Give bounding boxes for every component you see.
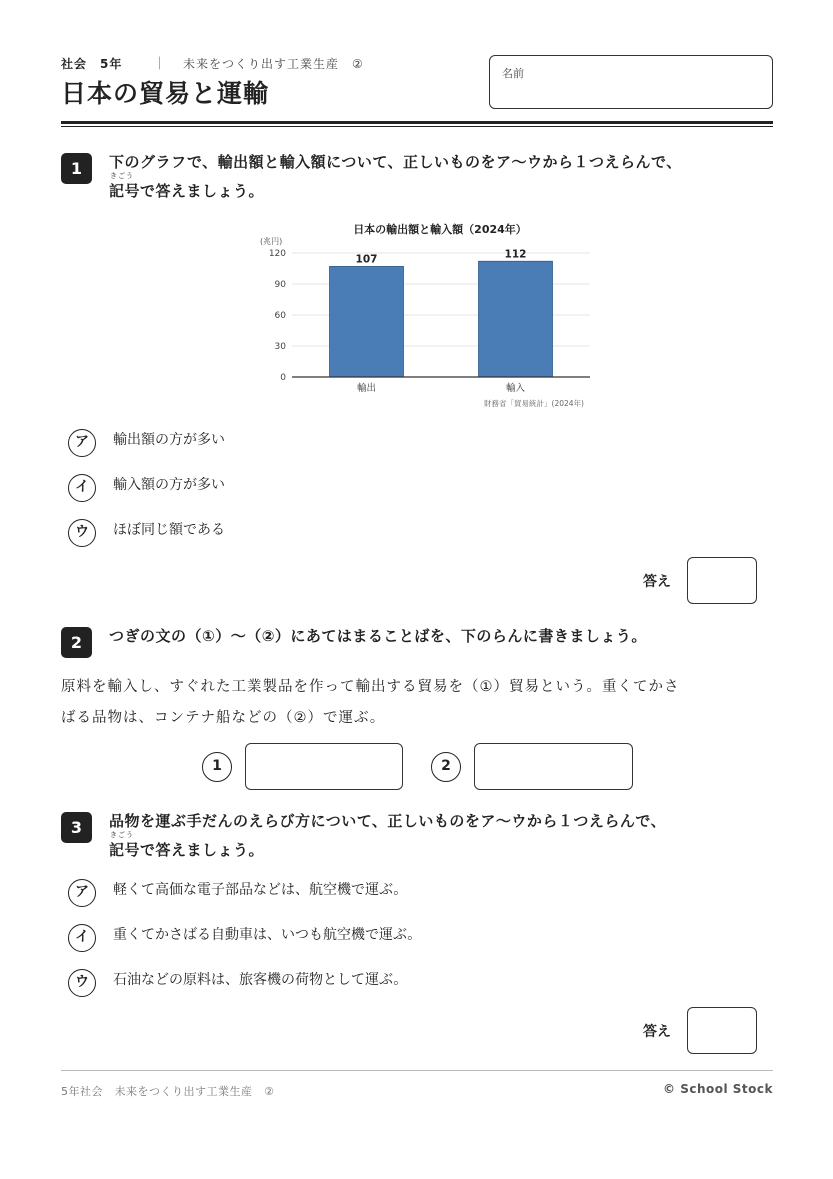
blank-2-mark: 2 xyxy=(431,752,461,782)
chart-x-labels xyxy=(357,382,526,394)
blank-1-box[interactable] xyxy=(245,743,403,790)
question-3-text-line2: 記号で答えましょう。 xyxy=(109,841,265,859)
q3-answer-box[interactable] xyxy=(687,1007,757,1054)
chart-y-tick-label: 60 xyxy=(274,311,286,321)
chart-x-tick-label: 輸入 xyxy=(505,383,526,394)
q1-choice-i-text: 輸入額の方が多い xyxy=(113,477,225,493)
chart-data-label: 107 xyxy=(355,253,378,266)
q3-choice-a-text: 軽くて高価な電子部品などは、航空機で運ぶ。 xyxy=(113,882,408,898)
chart-x-tick-label: 輸出 xyxy=(356,383,377,394)
question-2-body-line2: ばる品物は、コンテナ船などの（②）で運ぶ。 xyxy=(61,710,386,726)
chart-y-tick-label: 120 xyxy=(268,249,286,259)
q3-choice-u-text: 石油などの原料は、旅客機の荷物として運ぶ。 xyxy=(113,972,408,988)
chart-source: 財務省「貿易統計」(2024年) xyxy=(484,399,584,408)
page-title: 日本の貿易と運輸 xyxy=(61,79,270,108)
blank-2-box[interactable] xyxy=(474,743,633,790)
question-1-ruby: きごう xyxy=(110,172,134,180)
q1-choice-a-mark: ア xyxy=(68,429,96,457)
question-1-text-line2: 記号で答えましょう。 xyxy=(109,182,265,200)
unit-topic: 未来をつくり出す工業生産 ② xyxy=(183,57,364,71)
chart-y-ticks xyxy=(269,249,286,383)
q1-answer-label: 答え xyxy=(643,574,671,590)
question-1-text: 下のグラフで、輸出額と輸入額について、正しいものをア〜ウから１つえらんで、 xyxy=(109,153,682,171)
chart-unit-label: (兆円) xyxy=(260,237,283,246)
q3-choice-u-mark: ウ xyxy=(68,969,96,997)
q1-answer-box[interactable] xyxy=(687,557,757,604)
chart-y-tick-label: 30 xyxy=(274,342,286,352)
question-3-text: 品物を運ぶ手だんのえらび方について、正しいものをア〜ウから１つえらんで、 xyxy=(109,812,667,830)
footer-copyright: © School Stock xyxy=(663,1082,773,1096)
question-2-text: つぎの文の（①）〜（②）にあてはまることばを、下のらんに書きましょう。 xyxy=(109,627,647,645)
chart-title: 日本の輸出額と輸入額（2024年） xyxy=(353,223,527,236)
q3-choice-i-text: 重くてかさばる自動車は、いつも航空機で運ぶ。 xyxy=(113,927,422,943)
footer-rule xyxy=(61,1070,773,1071)
name-field[interactable] xyxy=(489,55,773,109)
header-separator: ｜ xyxy=(153,57,167,72)
question-2-number: 2 xyxy=(61,627,92,658)
name-label: 名前 xyxy=(502,67,524,80)
chart-bar-export xyxy=(330,266,404,377)
q1-choice-u-mark: ウ xyxy=(68,519,96,547)
question-2-body-line1: 原料を輸入し、すぐれた工業製品を作って輸出する貿易を（①）貿易という。重くてかさ xyxy=(61,679,680,695)
q1-choice-i-mark: イ xyxy=(68,474,96,502)
chart-y-tick-label: 0 xyxy=(280,373,286,383)
q3-choice-i-mark: イ xyxy=(68,924,96,952)
chart-bars xyxy=(330,248,553,377)
subject-grade: 社会 5年 xyxy=(61,57,123,71)
q1-choice-u-text: ほぼ同じ額である xyxy=(113,522,225,538)
chart-data-label: 112 xyxy=(504,248,527,261)
q1-choice-a-text: 輸出額の方が多い xyxy=(113,432,225,448)
chart-bar-import xyxy=(479,261,553,377)
blank-1-mark: 1 xyxy=(202,752,232,782)
question-3-ruby: きごう xyxy=(110,831,134,839)
trade-bar-chart xyxy=(250,215,600,415)
chart-y-tick-label: 90 xyxy=(274,280,286,290)
header-rule-thick xyxy=(61,121,773,124)
header-rule-thin xyxy=(61,126,773,127)
q3-choice-a-mark: ア xyxy=(68,879,96,907)
question-1-number: 1 xyxy=(61,153,92,184)
footer-unit-label: 5年社会 未来をつくり出す工業生産 ② xyxy=(61,1085,275,1098)
q3-answer-label: 答え xyxy=(643,1024,671,1040)
question-3-number: 3 xyxy=(61,812,92,843)
